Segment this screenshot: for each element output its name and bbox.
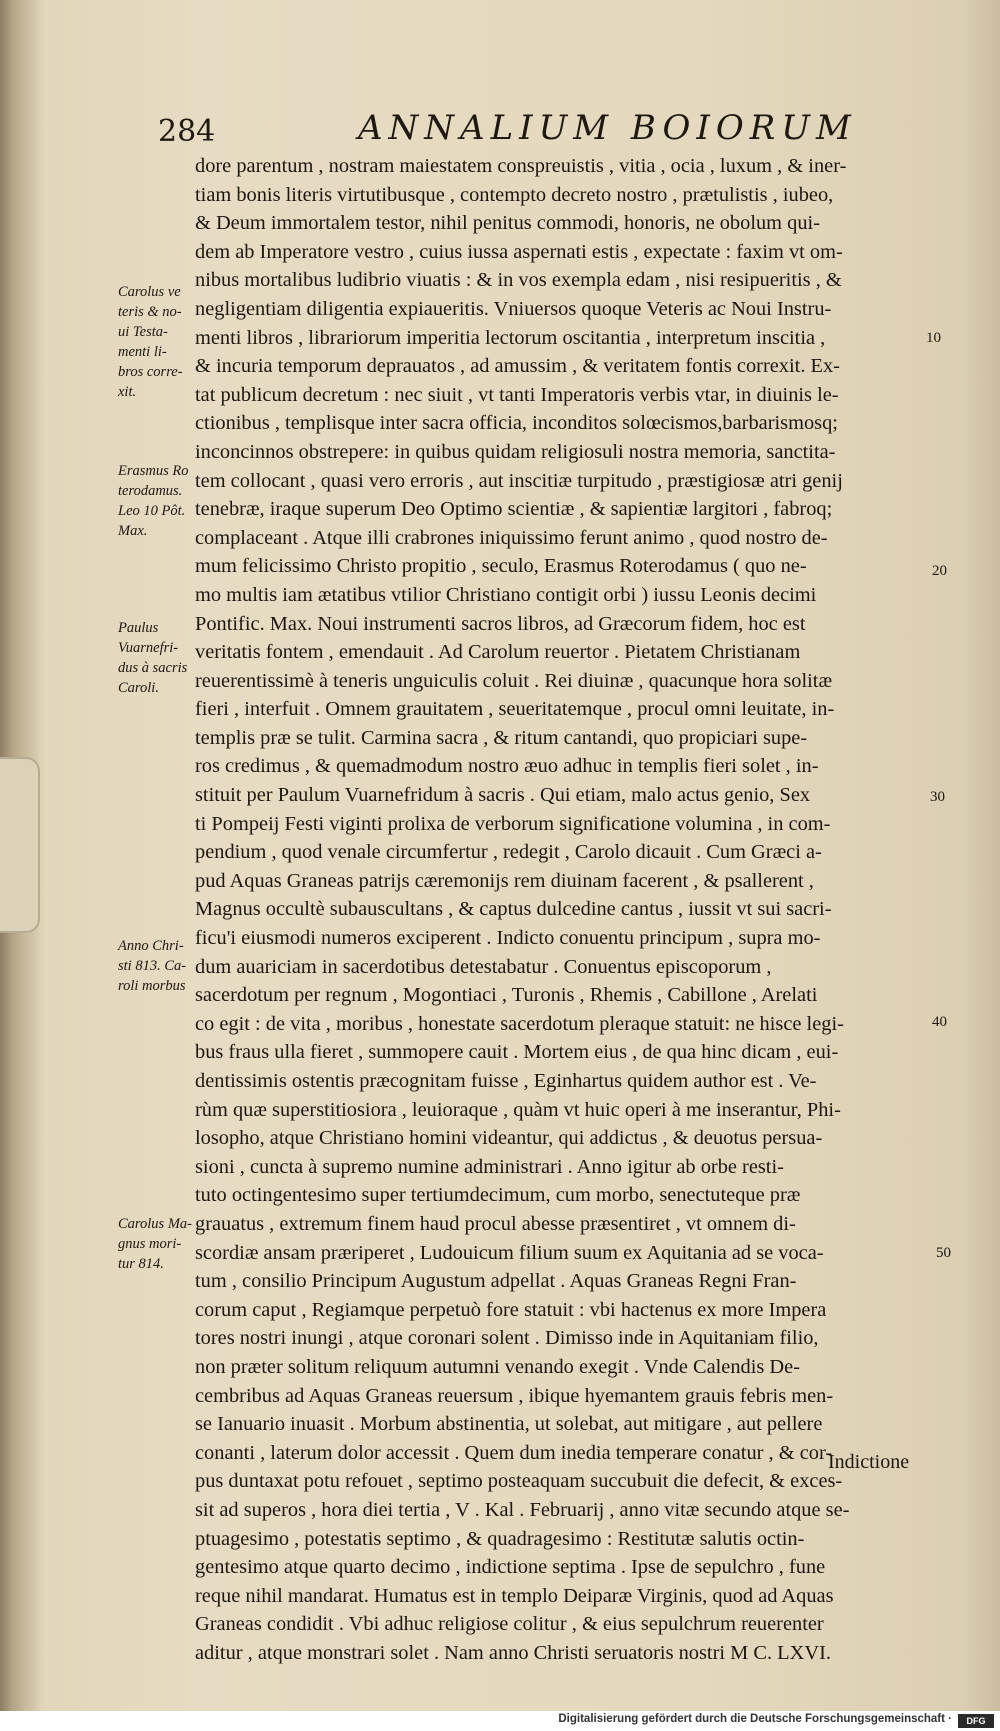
- text-line: dem ab Imperatore vestro , cuius iussa aspernati estis , expectate : faxim vt om-: [195, 240, 843, 263]
- margin-note-line: Paulus: [118, 620, 159, 636]
- text-line: & Deum immortalem testor, nihil penitus commodi, honoris, ne obolum qui-: [195, 212, 820, 235]
- page-header: [158, 108, 858, 156]
- margin-note: [118, 1214, 202, 1274]
- margin-note-line: Carolus Ma-: [118, 1216, 192, 1232]
- margin-note-line: Carolus ve: [118, 284, 181, 300]
- text-line: gentesimo atque quarto decimo , indictione septima . Ipse de sepulchro , fune: [195, 1556, 826, 1579]
- line-number: 10: [926, 330, 941, 346]
- text-line: tum , consilio Principum Augustum adpellat . Aquas Graneas Regni Fran-: [195, 1270, 797, 1293]
- text-line: co egit : de vita , moribus , honestate sacerdotum pleraque statuit: ne hisce legi-: [195, 1012, 844, 1035]
- margin-note-line: dus à sacris: [118, 660, 188, 676]
- text-line: ti Pompeij Festi viginti prolixa de verborum significatione volumina , in com-: [195, 812, 831, 835]
- text-line: conanti , laterum dolor accessit . Quem dum inedia temperare conatur , & cor-: [195, 1441, 833, 1464]
- margin-note-line: gnus mori-: [118, 1236, 182, 1252]
- text-line: scordiæ ansam præriperet , Ludouicum filium suum ex Aquitania ad se voca-: [195, 1241, 824, 1264]
- text-line: pud Aquas Graneas patrijs cæremonijs rem diuinam facerent , & psallerent ,: [195, 869, 814, 892]
- text-line: rùm quæ superstitiosiora , leuioraque , quàm vt huic operi à me inserantur, Phi-: [195, 1098, 841, 1121]
- text-line: inconcinnos obstrepere: in quibus quidam religiosuli nostra memoria, sanctita-: [195, 440, 836, 463]
- dfg-logo-icon: DFG: [958, 1714, 994, 1728]
- text-line: losopho, atque Christiano homini videantur, qui addictus , & deuotus persua-: [195, 1127, 823, 1150]
- page-tab: [0, 757, 40, 933]
- text-line: negligentiam diligentia expiaueritis. Vniuersos quoque Veteris ac Noui Instru-: [195, 297, 832, 320]
- margin-note: [118, 461, 202, 541]
- margin-note-line: menti li-: [118, 344, 167, 360]
- text-line: bus fraus ulla fieret , summopere cauit . Mortem eius , de qua hinc dicam , eui-: [195, 1041, 839, 1064]
- text-line: ctionibus , templisque inter sacra officia, inconditos solœcismos,barbarismosq;: [195, 412, 838, 435]
- text-line: pus duntaxat potu refouet , septimo posteaquam succubuit die defecit, & exces-: [195, 1470, 843, 1493]
- page-number: 284: [158, 114, 216, 149]
- text-line: Pontific. Max. Noui instrumenti sacros libros, ad Græcorum fidem, hoc est: [195, 612, 806, 635]
- running-title: ANNALIUM BOIORUM: [358, 108, 857, 148]
- catchword: Indictione: [828, 1451, 910, 1473]
- text-line: sit ad superos , hora diei tertia , V . Kal . Februarij , anno vitæ secundo atque se-: [195, 1498, 850, 1521]
- text-line: ros credimus , & quemadmodum nostro æuo adhuc in templis fieri solet , in-: [195, 755, 819, 778]
- footer-credit: Digitalisierung gefördert durch die Deutsche Forschungsgemeinschaft ·: [558, 1713, 952, 1725]
- text-line: nibus mortalibus ludibrio viuatis : & in vos exempla edam , nisi resipueritis , &: [195, 269, 842, 292]
- text-line: cembribus ad Aquas Graneas reuersum , ibique hyemantem grauis febris men-: [195, 1384, 834, 1407]
- text-line: tuto octingentesimo super tertiumdecimum, cum morbo, senectuteque præ: [195, 1184, 801, 1207]
- text-line: pendium , quod venale circumfertur , redegit , Carolo dicauit . Cum Græci a-: [195, 841, 822, 864]
- text-line: dentissimis ostentis præcognitam fuisse , Eginhartus quidem author est . Ve-: [195, 1070, 817, 1092]
- margin-note-line: teris & no-: [118, 304, 182, 320]
- margin-note-line: Max.: [118, 523, 148, 539]
- body-text: [195, 152, 925, 1667]
- margin-note-line: tur 814.: [118, 1256, 164, 1272]
- text-line: ficu'i eiusmodi numeros exciperent . Indicto conuentu principum , supra mo-: [195, 927, 821, 950]
- text-line: dore parentum , nostram maiestatem conspreuistis , vitia , ocia , luxum , & iner-: [195, 155, 847, 177]
- text-line: mum felicissimo Christo propitio , seculo, Erasmus Roterodamus ( quo ne-: [195, 555, 807, 578]
- text-line: dum auariciam in sacerdotibus detestabatur . Conuentus episcoporum ,: [195, 955, 772, 978]
- text-line: mo multis iam ætatibus vtilior Christiano contigit orbi ) iussu Leonis decimi: [195, 583, 817, 606]
- text-line: non præter solitum reliquum autumni venando exegit . Vnde Calendis De-: [195, 1355, 800, 1378]
- line-number: 50: [936, 1245, 951, 1261]
- text-line: corum caput , Regiamque perpetuò fore statuit : vbi hactenus ex more Impera: [195, 1298, 827, 1321]
- text-line: & incuria temporum deprauatos , ad amussim , & veritatem fontis correxit. Ex-: [195, 355, 840, 378]
- line-number: 40: [932, 1014, 947, 1030]
- digitization-footer: [0, 1711, 1000, 1731]
- text-line: tat publicum decretum : nec siuit , vt tanti Imperatoris verbis vtar, in diuinis le-: [195, 383, 839, 406]
- text-line: sioni , cuncta à supremo numine administrari . Anno igitur ab orbe resti-: [195, 1155, 784, 1178]
- text-line: sacerdotum per regnum , Mogontiaci , Turonis , Rhemis , Cabillone , Arelati: [195, 984, 818, 1007]
- margin-note-line: terodamus.: [118, 483, 183, 499]
- margin-note-line: Vuarnefri-: [118, 640, 179, 656]
- margin-note-line: Caroli.: [118, 680, 159, 696]
- text-line: Graneas condidit . Vbi adhuc religiose colitur , & eius sepulchrum reuerenter: [195, 1613, 824, 1636]
- text-line: tores nostri inungi , atque coronari solent . Dimisso inde in Aquitaniam filio,: [195, 1327, 819, 1350]
- margin-note: [118, 936, 202, 996]
- margin-note-line: ui Testa-: [118, 324, 168, 340]
- text-line: complaceant . Atque illi crabrones iniquissimo ferunt animo , quod nostro de-: [195, 526, 828, 549]
- text-line: aditur , atque monstrari solet . Nam anno Christi seruatoris nostri M C. LXVI.: [195, 1641, 831, 1664]
- text-line: tenebræ, iraque superum Deo Optimo scientiæ , & sapientiæ largitori , fabroq;: [195, 498, 833, 521]
- margin-note: [118, 618, 202, 698]
- text-line: menti libros , librariorum imperitia lectorum oscitantia , interpretum inscitia ,: [195, 326, 826, 349]
- margin-note-line: Erasmus Ro: [118, 463, 189, 479]
- text-line: veritatis fontem , emendauit . Ad Carolum reuertor . Pietatem Christianam: [195, 641, 801, 664]
- margin-note-line: Anno Chri-: [118, 938, 184, 954]
- margin-note-line: Leo 10 Pôt.: [118, 503, 186, 519]
- text-line: stituit per Paulum Vuarnefridum à sacris . Qui etiam, malo actus genio, Sex: [195, 784, 811, 807]
- text-line: grauatus , extremum finem haud procul abesse præsentiret , vt omnem di-: [195, 1212, 796, 1235]
- margin-note: [118, 282, 202, 402]
- text-line: reuerentissimè à teneris unguiculis coluit . Rei diuinæ , quacunque hora solitæ: [195, 669, 833, 692]
- text-line: fieri , interfuit . Omnem grauitatem , seueritatemque , procul omni leuitate, in-: [195, 698, 835, 721]
- text-line: reque nihil mandarat. Humatus est in templo Deiparæ Virginis, quod ad Aquas: [195, 1584, 834, 1607]
- text-line: se Ianuario inuasit . Morbum abstinentia, ut solebat, aut mitigare , aut pellere: [195, 1413, 823, 1436]
- margin-note-line: xit.: [118, 384, 137, 400]
- line-number: 30: [930, 789, 945, 805]
- text-line: ptuagesimo , potestatis septimo , & quadragesimo : Restitutæ salutis octin-: [195, 1527, 805, 1550]
- margin-note-line: roli morbus: [118, 978, 186, 994]
- text-line: tem collocant , quasi vero erroris , aut inscitiæ turpitudo , præstigiosæ atri genij: [195, 469, 843, 492]
- margin-note-line: sti 813. Ca-: [118, 958, 187, 974]
- text-line: templis præ se tulit. Carmina sacra , & ritum cantandi, quo propiciari supe-: [195, 726, 808, 749]
- text-line: tiam bonis literis virtutibusque , contempto decreto nostro , prætulistis , iubeo,: [195, 183, 834, 206]
- text-line: Magnus occultè subauscultans , & captus dulcedine cantus , iussit vt sui sacri-: [195, 898, 832, 921]
- margin-note-line: bros corre-: [118, 364, 183, 380]
- line-number: 20: [932, 563, 947, 579]
